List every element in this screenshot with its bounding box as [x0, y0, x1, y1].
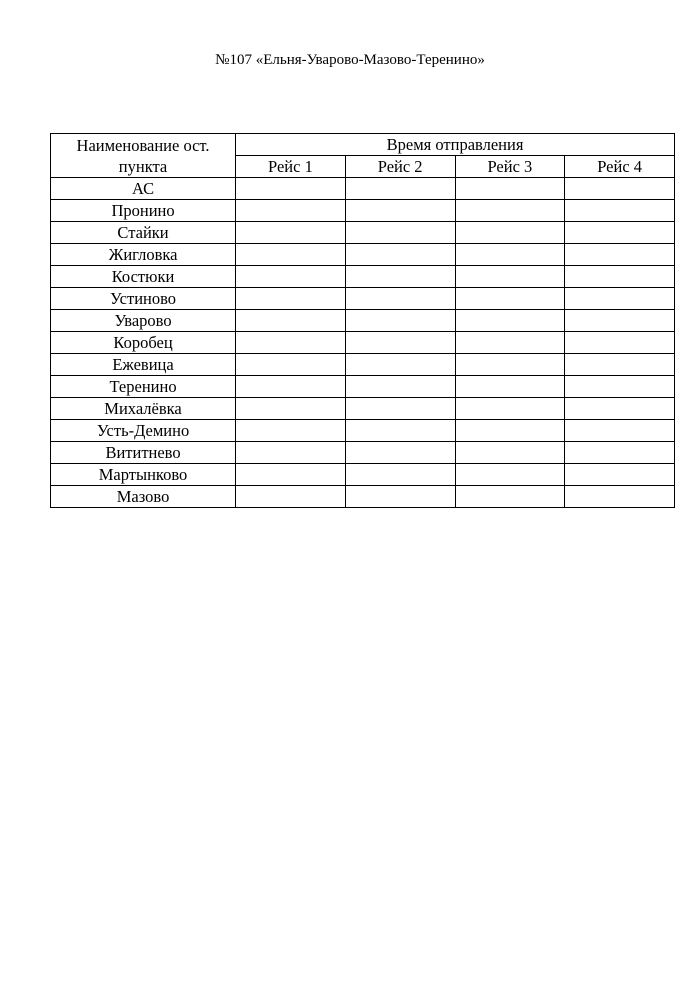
departure-time-cell: [345, 266, 455, 288]
departure-time-cell: [236, 398, 346, 420]
departure-time-cell: [236, 442, 346, 464]
table-row: [51, 178, 675, 200]
stop-name-cell: Костюки: [51, 266, 236, 288]
table-row: [51, 200, 675, 222]
departure-time-cell: [345, 376, 455, 398]
departure-time-cell: [455, 420, 565, 442]
departure-time-cell: [565, 266, 675, 288]
departure-time-cell: [236, 464, 346, 486]
departure-time-cell: [455, 354, 565, 376]
departure-time-cell: [236, 222, 346, 244]
departure-time-cell: [345, 200, 455, 222]
departure-time-cell: [455, 200, 565, 222]
departure-time-cell: [236, 244, 346, 266]
stop-name-cell: Мартынково: [51, 464, 236, 486]
table-row: [51, 244, 675, 266]
table-row: [51, 332, 675, 354]
table-row: [51, 288, 675, 310]
departure-time-cell: [455, 178, 565, 200]
departure-time-cell: [345, 222, 455, 244]
table-row: [51, 222, 675, 244]
table-row: [51, 354, 675, 376]
departure-time-cell: [565, 310, 675, 332]
stop-name-cell: Уварово: [51, 310, 236, 332]
departure-time-cell: [345, 178, 455, 200]
departure-time-cell: [236, 354, 346, 376]
stop-name-cell: Мазово: [51, 486, 236, 508]
table-row: [51, 266, 675, 288]
departure-time-cell: [565, 376, 675, 398]
table-row: [51, 398, 675, 420]
departure-time-cell: [565, 178, 675, 200]
departure-time-cell: [345, 464, 455, 486]
departure-time-cell: [236, 288, 346, 310]
departure-time-cell: [565, 442, 675, 464]
stop-name-cell: Теренино: [51, 376, 236, 398]
departure-time-cell: [455, 288, 565, 310]
stop-name-header: [51, 134, 236, 178]
departure-time-cell: [455, 266, 565, 288]
departure-time-cell: [345, 310, 455, 332]
departure-time-cell: [565, 200, 675, 222]
departure-time-cell: [345, 420, 455, 442]
departure-time-cell: [345, 398, 455, 420]
stop-name-cell: Коробец: [51, 332, 236, 354]
stop-name-cell: Жигловка: [51, 244, 236, 266]
stop-name-cell: Пронино: [51, 200, 236, 222]
departure-time-cell: [565, 398, 675, 420]
stop-name-cell: АС: [51, 178, 236, 200]
departure-time-cell: [236, 420, 346, 442]
departure-time-cell: [455, 310, 565, 332]
trip-header: Рейс 4: [565, 156, 675, 178]
stop-name-cell: Ежевица: [51, 354, 236, 376]
departure-time-cell: [565, 464, 675, 486]
departure-time-cell: [455, 442, 565, 464]
departure-time-cell: [236, 310, 346, 332]
departure-time-header: Время отправления: [236, 134, 675, 156]
departure-time-cell: [345, 486, 455, 508]
departure-time-cell: [345, 244, 455, 266]
table-row: [51, 420, 675, 442]
departure-time-cell: [565, 354, 675, 376]
departure-time-cell: [236, 266, 346, 288]
departure-time-cell: [236, 486, 346, 508]
table-row: [51, 464, 675, 486]
departure-time-cell: [565, 332, 675, 354]
departure-time-cell: [565, 244, 675, 266]
departure-time-cell: [236, 376, 346, 398]
header-row: [51, 134, 675, 156]
departure-time-cell: [455, 376, 565, 398]
stop-name-cell: Вититнево: [51, 442, 236, 464]
departure-time-cell: [565, 420, 675, 442]
trip-header: Рейс 3: [455, 156, 565, 178]
table-row: [51, 310, 675, 332]
trip-header: Рейс 2: [345, 156, 455, 178]
stop-name-cell: Усть-Демино: [51, 420, 236, 442]
stop-name-cell: Стайки: [51, 222, 236, 244]
departure-time-cell: [565, 288, 675, 310]
departure-time-cell: [455, 244, 565, 266]
departure-time-cell: [455, 464, 565, 486]
stop-header-line1: Наименование ост.: [76, 135, 210, 155]
departure-time-cell: [565, 222, 675, 244]
departure-time-cell: [455, 398, 565, 420]
stop-name-cell: Устиново: [51, 288, 236, 310]
departure-time-cell: [236, 332, 346, 354]
trip-header: Рейс 1: [236, 156, 346, 178]
page-title: №107 «Ельня-Уварово-Мазово-Теренино»: [215, 52, 485, 68]
departure-time-cell: [345, 442, 455, 464]
table-row: [51, 376, 675, 398]
departure-time-cell: [236, 200, 346, 222]
table-row: [51, 442, 675, 464]
departure-time-cell: [345, 332, 455, 354]
departure-time-cell: [565, 486, 675, 508]
departure-time-cell: [345, 354, 455, 376]
stop-name-cell: Михалёвка: [51, 398, 236, 420]
departure-time-cell: [455, 486, 565, 508]
stop-header-line2: пункта: [118, 156, 168, 176]
table-row: [51, 486, 675, 508]
schedule-table: [50, 133, 675, 508]
departure-time-cell: [236, 178, 346, 200]
departure-time-cell: [455, 332, 565, 354]
departure-time-cell: [345, 288, 455, 310]
departure-time-cell: [455, 222, 565, 244]
